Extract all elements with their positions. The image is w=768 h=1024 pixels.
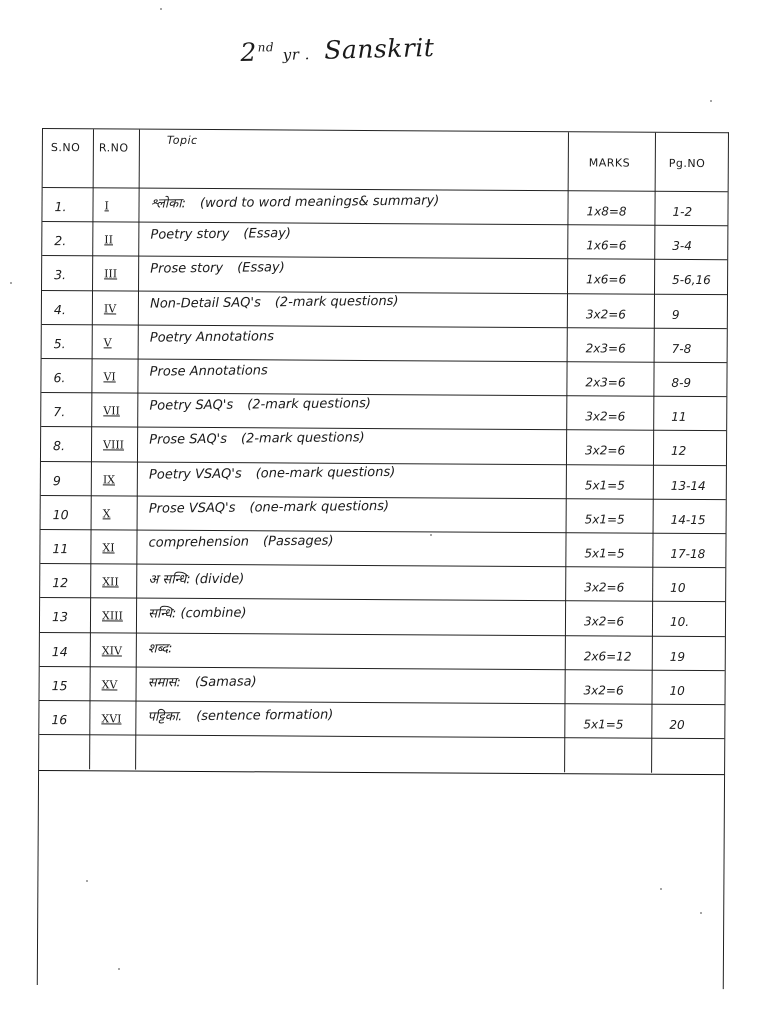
cell-sno: 3. <box>54 267 67 283</box>
header-marks: MARKS <box>588 156 631 170</box>
cell-rno: VIII <box>103 438 125 452</box>
page-title <box>240 33 435 67</box>
cell-sno: 14 <box>51 643 68 659</box>
scan-speck <box>118 968 120 970</box>
cell-topic <box>150 261 285 278</box>
cell-sno: 2. <box>54 233 67 249</box>
table-row <box>41 392 726 430</box>
cell-topic <box>148 603 246 622</box>
cell-pgno: 10 <box>669 683 685 698</box>
cell-marks: 5x1=5 <box>584 477 625 493</box>
table-row <box>41 426 726 464</box>
cell-rno: VI <box>103 370 116 384</box>
header-rno: R.NO <box>98 141 129 155</box>
topic-main: सन्धि: (combine) <box>148 605 247 623</box>
cell-marks: 3x2=6 <box>583 614 625 629</box>
syllabus-table <box>37 128 729 989</box>
cell-marks: 3x2=6 <box>584 580 625 595</box>
topic-main: Prose Annotations <box>149 363 268 380</box>
topic-main: Prose SAQ's <box>149 432 228 449</box>
topic-main: शब्द: <box>147 640 173 657</box>
cell-pgno: 13-14 <box>670 478 706 493</box>
cell-topic <box>150 293 399 311</box>
cell-sno: 12 <box>52 575 69 591</box>
cell-sno: 11 <box>52 541 69 557</box>
cell-topic <box>148 569 244 588</box>
cell-marks: 2x3=6 <box>585 375 626 390</box>
cell-rno: VII <box>103 404 120 418</box>
cell-sno: 5. <box>53 335 66 351</box>
title-subject: Sanskrit <box>323 32 435 65</box>
cell-marks: 3x2=6 <box>585 306 626 322</box>
topic-note: (sentence formation) <box>196 707 334 725</box>
cell-pgno: 8-9 <box>671 375 692 390</box>
cell-marks: 1x6=6 <box>586 238 627 253</box>
cell-rno: V <box>103 336 112 350</box>
table-bottom-rule <box>39 770 724 775</box>
cell-topic <box>151 190 440 211</box>
cell-topic <box>148 638 173 656</box>
cell-topic <box>149 396 371 414</box>
cell-rno: III <box>104 267 118 281</box>
cell-pgno: 17-18 <box>670 546 706 562</box>
topic-main: Poetry story <box>150 226 230 243</box>
cell-pgno: 3-4 <box>672 239 692 254</box>
cell-topic <box>149 464 395 482</box>
cell-marks: 1x8=8 <box>586 204 627 219</box>
scan-speck <box>710 100 712 102</box>
title-year-suffix: nd <box>257 39 275 55</box>
header-pgno: Pg.NO <box>668 156 706 171</box>
topic-note: (one-mark questions) <box>255 464 396 482</box>
cell-sno: 9 <box>52 472 61 488</box>
cell-rno: XV <box>101 678 118 692</box>
cell-topic <box>150 363 268 379</box>
cell-marks: 3x2=6 <box>583 683 624 698</box>
cell-sno: 1. <box>54 199 67 215</box>
topic-note: (one-mark questions) <box>249 498 390 516</box>
topic-main: समास: <box>147 675 181 691</box>
topic-main: पट्टिका. <box>147 709 183 725</box>
topic-main: Prose story <box>150 261 224 278</box>
cell-pgno: 14-15 <box>670 512 706 527</box>
table-row <box>41 358 726 396</box>
table-row <box>42 324 727 362</box>
cell-sno: 13 <box>51 609 68 625</box>
cell-rno: XI <box>102 541 115 555</box>
cell-marks: 3x2=6 <box>585 409 626 424</box>
cell-sno: 16 <box>51 712 68 728</box>
cell-sno: 10 <box>52 506 69 522</box>
cell-pgno: 20 <box>669 717 685 732</box>
topic-note: (Essay) <box>237 260 285 277</box>
cell-marks: 5x1=5 <box>584 512 625 527</box>
topic-note: (word to word meanings& summary) <box>199 193 440 212</box>
cell-rno: IV <box>103 301 117 316</box>
cell-pgno: 10. <box>669 615 690 630</box>
cell-sno: 7. <box>53 404 66 420</box>
cell-topic <box>149 431 365 448</box>
cell-pgno: 11 <box>671 410 687 425</box>
cell-topic <box>148 671 257 690</box>
scan-speck <box>700 912 702 914</box>
cell-pgno: 1-2 <box>672 204 693 219</box>
scan-speck <box>660 888 662 890</box>
cell-topic <box>149 534 334 551</box>
topic-main: Prose VSAQ's <box>148 500 236 517</box>
topic-main: Poetry Annotations <box>149 329 275 346</box>
cell-sno: 15 <box>51 677 68 693</box>
table-row <box>39 700 724 738</box>
cell-topic <box>150 226 291 243</box>
title-year-word: yr . <box>282 45 311 64</box>
cell-pgno: 10 <box>670 581 686 596</box>
scan-speck <box>160 8 162 10</box>
cell-marks: 3x2=6 <box>584 443 626 458</box>
topic-main: comprehension <box>148 534 250 551</box>
cell-topic <box>150 329 274 345</box>
cell-marks: 5x1=5 <box>584 546 625 561</box>
cell-pgno: 19 <box>669 649 686 664</box>
header-sno: S.NO <box>50 141 81 155</box>
scan-speck <box>86 880 88 882</box>
topic-main: अ सन्धि: (divide) <box>148 571 245 588</box>
cell-rno: XIII <box>101 609 123 623</box>
table-row <box>40 666 725 704</box>
cell-rno: XII <box>102 575 119 589</box>
cell-rno: XVI <box>101 712 122 726</box>
cell-sno: 8. <box>53 438 66 454</box>
topic-note: (Passages) <box>262 533 334 550</box>
topic-main: Non-Detail SAQ's <box>149 294 261 312</box>
table-row <box>41 495 726 533</box>
topic-note: (2-mark questions) <box>240 430 365 448</box>
cell-sno: 4. <box>53 301 66 317</box>
cell-pgno: 5-6,16 <box>672 273 711 288</box>
topic-note: (2-mark questions) <box>274 293 399 310</box>
cell-topic <box>147 705 333 725</box>
table-row <box>42 290 727 328</box>
table-row <box>40 529 725 567</box>
scan-speck <box>10 282 12 284</box>
scan-speck <box>430 534 432 536</box>
cell-rno: XIV <box>101 643 122 658</box>
cell-marks: 2x3=6 <box>585 341 626 356</box>
cell-pgno: 12 <box>670 444 687 459</box>
cell-topic <box>149 499 389 517</box>
table-row <box>40 597 725 635</box>
cell-pgno: 7-8 <box>671 341 692 356</box>
topic-main: Poetry VSAQ's <box>148 466 242 483</box>
cell-rno: IX <box>102 472 116 487</box>
cell-sno: 6. <box>53 370 66 386</box>
table-row <box>40 632 725 670</box>
cell-rno: II <box>104 233 114 247</box>
cell-rno: I <box>104 199 109 213</box>
topic-main: Poetry SAQ's <box>149 397 234 414</box>
table-row <box>42 187 727 225</box>
cell-marks: 5x1=5 <box>583 717 624 732</box>
cell-marks: 2x6=12 <box>583 648 632 664</box>
header-topic: Topic <box>166 133 198 147</box>
table-row <box>40 563 725 601</box>
cell-rno: X <box>102 507 111 521</box>
topic-note: (2-mark questions) <box>247 396 371 413</box>
topic-note: (Essay) <box>243 226 292 242</box>
table-row <box>42 221 727 259</box>
title-year-number: 2 <box>240 37 258 67</box>
cell-marks: 1x6=6 <box>586 272 627 287</box>
table-row <box>42 255 727 293</box>
topic-main: श्लोका: <box>150 196 187 212</box>
cell-pgno: 9 <box>671 307 680 322</box>
topic-note: (Samasa) <box>194 674 257 690</box>
table-row <box>41 461 726 499</box>
